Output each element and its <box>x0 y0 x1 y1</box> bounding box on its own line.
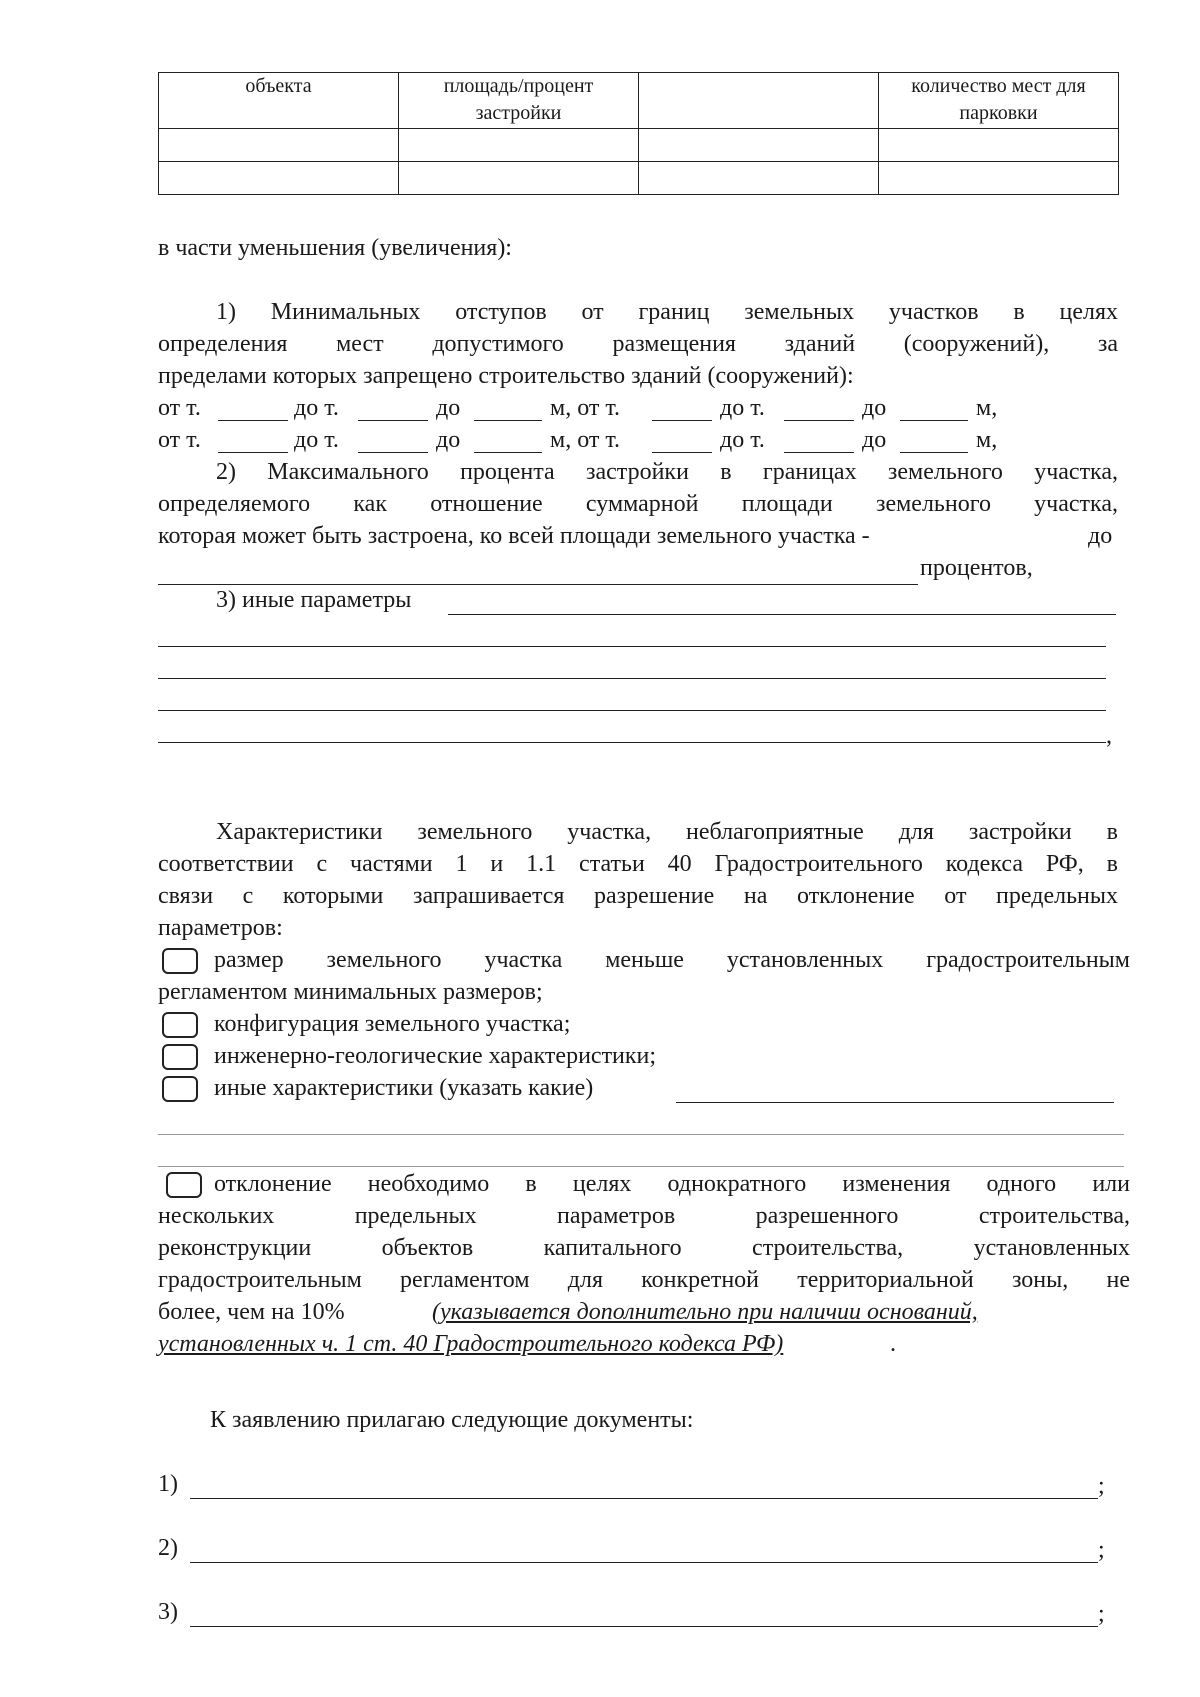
column-header-parking: количество мест для парковки <box>879 73 1119 129</box>
checkbox-geology[interactable] <box>162 1044 198 1070</box>
deviation-line4: градостроительным регламентом для конкретной территориальной зоны, не <box>158 1267 1130 1293</box>
item1-line1: 1) Минимальных отступов от границ земельных участков в целях <box>216 299 1118 325</box>
deviation-line2: нескольких предельных параметров разрешенного строительства, <box>158 1203 1130 1229</box>
item3-label: 3) иные параметры <box>216 587 412 613</box>
deviation-line3: реконструкции объектов капитального строительства, установленных <box>158 1235 1130 1261</box>
deviation-line1: отклонение необходимо в целях однократного изменения одного или <box>214 1171 1130 1197</box>
table-row <box>159 162 1119 195</box>
characteristics-line2: соответствии с частями 1 и 1.1 статьи 40 Градостроительного кодекса РФ, в <box>158 851 1118 877</box>
distance-field[interactable] <box>900 420 968 421</box>
item1-line2: определения мест допустимого размещения зданий (сооружений), за <box>158 331 1118 357</box>
table-cell[interactable] <box>159 162 399 195</box>
column-header-empty <box>639 73 879 129</box>
other-params-line[interactable] <box>158 710 1106 711</box>
label-to-point: до т. <box>720 427 765 453</box>
label-m-end: м, <box>976 395 998 421</box>
to-point-field[interactable] <box>784 452 854 453</box>
deviation-period: . <box>890 1331 896 1357</box>
option-geology: инженерно-геологические характеристики; <box>214 1043 657 1069</box>
table-cell[interactable] <box>639 162 879 195</box>
label-to-point: до т. <box>294 427 339 453</box>
label-from-point: от т. <box>158 395 201 421</box>
label-to: до <box>436 395 461 421</box>
label-m-end: м, <box>976 427 998 453</box>
label-to: до <box>862 395 887 421</box>
table-cell[interactable] <box>159 129 399 162</box>
table-row <box>159 129 1119 162</box>
attachment-end: ; <box>1098 1537 1105 1563</box>
item2-line3: которая может быть застроена, ко всей площади земельного участка - <box>158 523 870 549</box>
item2-line1: 2) Максимального процента застройки в границах земельного участка, <box>216 459 1118 485</box>
label-from-point: от т. <box>158 427 201 453</box>
item1-line3: пределами которых запрещено строительство зданий (сооружений): <box>158 363 854 389</box>
intro-text: в части уменьшения (увеличения): <box>158 235 512 261</box>
to-point-field[interactable] <box>784 420 854 421</box>
other-params-line[interactable] <box>158 646 1106 647</box>
table-cell[interactable] <box>639 129 879 162</box>
table-cell[interactable] <box>879 129 1119 162</box>
option-configuration: конфигурация земельного участка; <box>214 1011 571 1037</box>
item2-percent-label: процентов, <box>920 555 1033 581</box>
deviation-line5: более, чем на 10% <box>158 1299 345 1325</box>
from-point-field[interactable] <box>652 420 712 421</box>
option-small-size-line2: регламентом минимальных размеров; <box>158 979 543 1005</box>
attachment-end: ; <box>1098 1473 1105 1499</box>
table-cell[interactable] <box>399 129 639 162</box>
attachment-end: ; <box>1098 1601 1105 1627</box>
to-point-field[interactable] <box>358 452 428 453</box>
checkbox-deviation[interactable] <box>166 1172 202 1198</box>
label-to-point: до т. <box>720 395 765 421</box>
attachment-number: 1) <box>158 1471 178 1497</box>
from-point-field[interactable] <box>218 420 288 421</box>
checkbox-other[interactable] <box>162 1076 198 1102</box>
option-small-size-line1: размер земельного участка меньше установленных градостроительным <box>214 947 1130 973</box>
checkbox-small-size[interactable] <box>162 948 198 974</box>
deviation-note: (указывается дополнительно при наличии оснований, <box>432 1299 978 1325</box>
distance-field[interactable] <box>474 452 542 453</box>
attachment-number: 2) <box>158 1535 178 1561</box>
attachments-title: К заявлению прилагаю следующие документы: <box>210 1407 694 1433</box>
option-other: иные характеристики (указать какие) <box>214 1075 594 1101</box>
item2-line2: определяемого как отношение суммарной площади земельного участка, <box>158 491 1118 517</box>
characteristics-line4: параметров: <box>158 915 283 941</box>
other-params-field[interactable] <box>448 614 1116 615</box>
characteristics-line3: связи с которыми запрашивается разрешение на отклонение от предельных <box>158 883 1118 909</box>
parameters-table <box>158 72 1119 195</box>
from-point-field[interactable] <box>652 452 712 453</box>
attachment-field[interactable] <box>190 1562 1098 1563</box>
other-characteristics-field[interactable] <box>676 1102 1114 1103</box>
attachment-field[interactable] <box>190 1626 1098 1627</box>
checkbox-configuration[interactable] <box>162 1012 198 1038</box>
other-characteristics-line[interactable] <box>158 1166 1124 1167</box>
table-cell[interactable] <box>879 162 1119 195</box>
column-header-area: площадь/процент застройки <box>399 73 639 129</box>
from-point-field[interactable] <box>218 452 288 453</box>
item3-end: , <box>1106 723 1112 749</box>
distance-field[interactable] <box>900 452 968 453</box>
to-point-field[interactable] <box>358 420 428 421</box>
characteristics-line1: Характеристики земельного участка, неблагоприятные для застройки в <box>216 819 1118 845</box>
deviation-note-end: установленных ч. 1 ст. 40 Градостроительного кодекса РФ) <box>158 1331 784 1357</box>
distance-field[interactable] <box>474 420 542 421</box>
other-params-line[interactable] <box>158 678 1106 679</box>
attachment-number: 3) <box>158 1599 178 1625</box>
other-params-line[interactable] <box>158 742 1106 743</box>
item2-to-label: до <box>1088 523 1113 549</box>
label-to: до <box>862 427 887 453</box>
table-cell[interactable] <box>399 162 639 195</box>
label-m-from-point: м, от т. <box>550 395 621 421</box>
label-m-from-point: м, от т. <box>550 427 621 453</box>
column-header-object: объекта <box>159 73 399 129</box>
attachment-field[interactable] <box>190 1498 1098 1499</box>
other-characteristics-line[interactable] <box>158 1134 1124 1135</box>
label-to-point: до т. <box>294 395 339 421</box>
label-to: до <box>436 427 461 453</box>
